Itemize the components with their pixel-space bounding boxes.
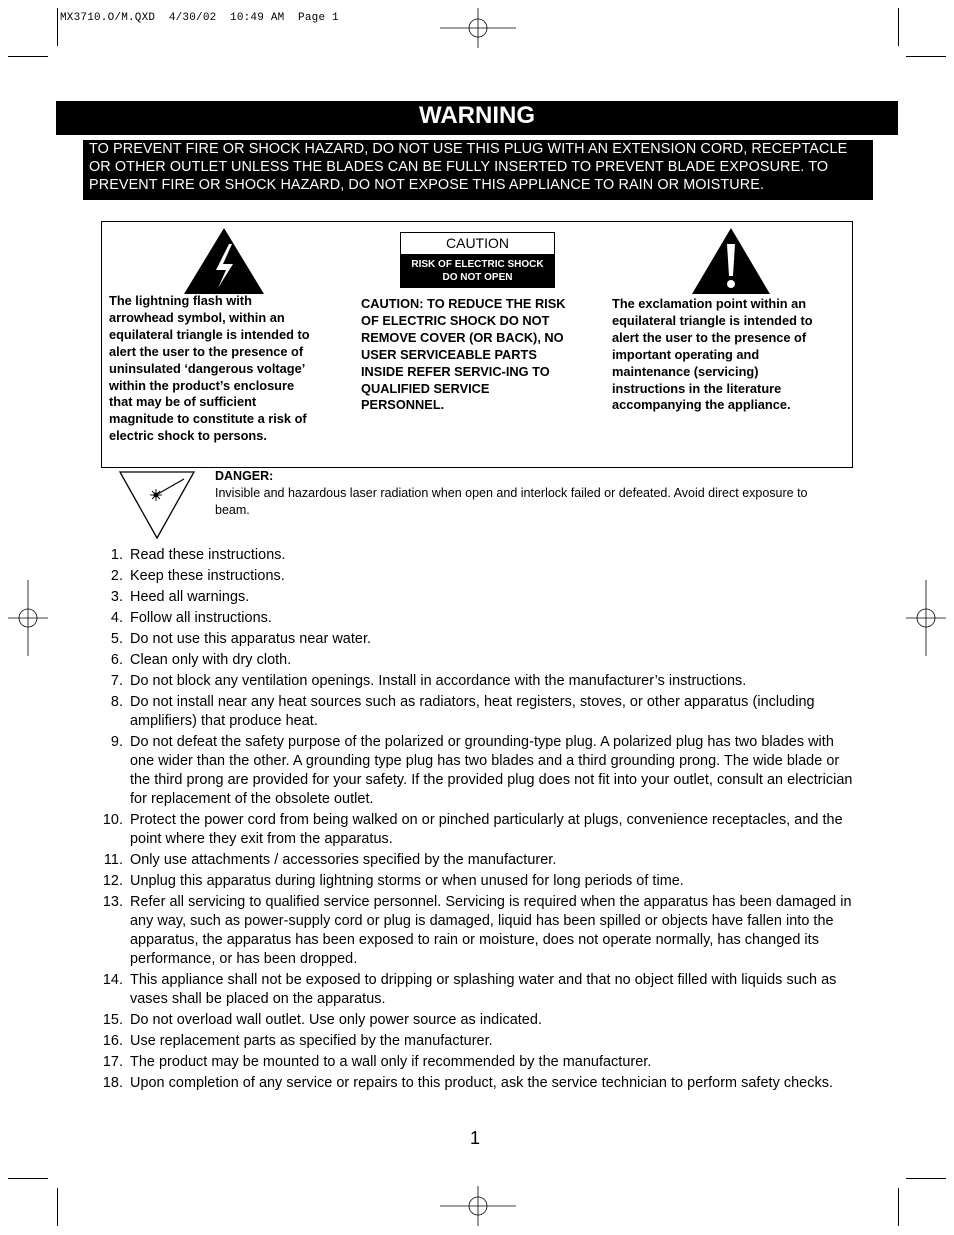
lightning-triangle-icon — [182, 226, 266, 296]
instruction-text: Protect the power cord from being walked on or pinched particularly at plugs, convenience receptacles, and the point where they exit from the apparatus. — [130, 812, 843, 847]
crop-mark — [898, 1188, 899, 1226]
warning-text: TO PREVENT FIRE OR SHOCK HAZARD, DO NOT USE THIS PLUG WITH AN EXTENSION CORD, RECEPTACLE OR OTHER OUTLET UNLESS THE BLADES CAN BE FULLY INSERTED TO PREVENT BLADE EXPOSURE. TO PREVENT FIRE OR SHOCK HAZARD, DO NOT EXPOSE THIS APPLIANCE TO RAIN OR MOISTURE. — [83, 140, 873, 200]
danger-text: Invisible and hazardous laser radiation when open and interlock failed or defeated. Avoid direct exposure to beam. — [215, 486, 808, 517]
instruction-item — [97, 872, 857, 891]
instruction-item — [97, 1032, 857, 1051]
instruction-item — [97, 1074, 857, 1093]
instruction-text: Only use attachments / accessories specified by the manufacturer. — [130, 852, 557, 868]
instruction-number: 4. — [110, 610, 123, 626]
instruction-number: 15. — [102, 1012, 123, 1028]
instruction-item — [97, 811, 857, 849]
crop-mark — [906, 1178, 946, 1179]
instruction-item — [97, 971, 857, 1009]
registration-mark-top — [440, 8, 516, 48]
instruction-number: 11. — [103, 852, 123, 868]
crop-mark — [898, 8, 899, 46]
crop-mark — [57, 8, 58, 46]
instruction-text: Heed all warnings. — [130, 589, 250, 605]
instruction-item — [97, 693, 857, 731]
instruction-text: Refer all servicing to qualified service personnel. Servicing is required when the apparatus has been damaged in any way, such as power-supply cord or plug is damaged, liquid has been spilled or objects have fallen into the apparatus, the apparatus has been exposed to rain or moisture, does not operate normally, has changed its performance, or has been dropped. — [130, 894, 852, 967]
instruction-text: This appliance shall not be exposed to dripping or splashing water and that no object filled with liquids such as vases shall be placed on the apparatus. — [130, 972, 837, 1007]
instruction-number: 1. — [110, 547, 123, 563]
safety-instructions-list — [97, 546, 857, 1095]
instruction-text: Unplug this apparatus during lightning storms or when unused for long periods of time. — [130, 873, 684, 889]
caution-shock-line2: DO NOT OPEN — [442, 272, 513, 283]
instruction-number: 9. — [110, 734, 123, 750]
danger-title: DANGER: — [215, 469, 274, 483]
instruction-number: 3. — [110, 589, 123, 605]
instruction-item — [97, 733, 857, 809]
laser-warning-icon — [118, 470, 196, 540]
crop-mark — [8, 56, 48, 57]
instruction-text: Do not defeat the safety purpose of the polarized or grounding-type plug. A polarized plug has two blades with one wider than the other. A grounding type plug has two blades and a third grounding prong. The wide blade or the third prong are provided for your safety. If the provided plug does not fit into your outlet, consult an electrician for replacement of the obsolete outlet. — [130, 734, 853, 807]
instruction-number: 2. — [110, 568, 123, 584]
instruction-item — [97, 546, 857, 565]
instruction-item — [97, 1053, 857, 1072]
caution-shock-line1: RISK OF ELECTRIC SHOCK — [411, 259, 544, 270]
crop-mark — [906, 56, 946, 57]
instruction-number: 5. — [110, 631, 123, 647]
instruction-text: Keep these instructions. — [130, 568, 285, 584]
instruction-number: 12. — [102, 873, 123, 889]
exclamation-description: The exclamation point within an equilateral triangle is intended to alert the user to the presence of important operating and maintenance (servicing) instructions in the literature accompanying the appliance. — [612, 296, 813, 413]
instruction-text: Follow all instructions. — [130, 610, 272, 626]
crop-mark — [8, 1178, 48, 1179]
instruction-text: Do not block any ventilation openings. Install in accordance with the manufacturer’s instructions. — [130, 673, 747, 689]
instruction-text: Do not use this apparatus near water. — [130, 631, 372, 647]
caution-label: CAUTION — [400, 232, 555, 255]
registration-mark-left — [8, 580, 48, 656]
instruction-number: 18. — [102, 1075, 123, 1091]
instruction-item — [97, 567, 857, 586]
instruction-item — [97, 588, 857, 607]
instruction-text: Do not install near any heat sources such as radiators, heat registers, stoves, or other apparatus (including amplifiers) that produce heat. — [130, 694, 815, 729]
instruction-number: 14. — [102, 972, 123, 988]
lightning-description: The lightning flash with arrowhead symbol, within an equilateral triangle is intended to alert the user to the presence of uninsulated ‘dangerous voltage’ within the product’s enclosure that may be of sufficient magnitude to constitute a risk of electric shock to persons. — [109, 293, 310, 444]
instruction-number: 16. — [102, 1033, 123, 1049]
exclamation-triangle-icon — [690, 226, 772, 296]
instruction-item — [97, 851, 857, 870]
instruction-number: 7. — [110, 673, 123, 689]
warning-title: WARNING — [56, 101, 898, 135]
registration-mark-right — [906, 580, 946, 656]
instruction-text: The product may be mounted to a wall only if recommended by the manufacturer. — [130, 1054, 652, 1070]
caution-shock-label — [400, 254, 555, 288]
instruction-text: Use replacement parts as specified by the manufacturer. — [130, 1033, 493, 1049]
instruction-text: Clean only with dry cloth. — [130, 652, 292, 668]
file-slug: MX3710.O/M.QXD 4/30/02 10:49 AM Page 1 — [60, 12, 339, 24]
instruction-number: 17. — [102, 1054, 123, 1070]
instruction-text: Read these instructions. — [130, 547, 286, 563]
instruction-number: 13. — [102, 894, 123, 910]
page-number: 1 — [470, 1128, 481, 1148]
registration-mark-bottom — [440, 1186, 516, 1226]
caution-description: CAUTION: TO REDUCE THE RISK OF ELECTRIC SHOCK DO NOT REMOVE COVER (OR BACK), NO USER SERVICEABLE PARTS INSIDE REFER SERVIC-ING TO QUALIFIED SERVICE PERSONNEL. — [361, 296, 566, 413]
instruction-item — [97, 609, 857, 628]
instruction-number: 10. — [102, 812, 123, 828]
instruction-item — [97, 1011, 857, 1030]
instruction-item — [97, 651, 857, 670]
crop-mark — [57, 1188, 58, 1226]
instruction-item — [97, 630, 857, 649]
instruction-text: Upon completion of any service or repairs to this product, ask the service technician to perform safety checks. — [130, 1075, 834, 1091]
instruction-item — [97, 893, 857, 969]
instruction-item — [97, 672, 857, 691]
instruction-number: 6. — [110, 652, 123, 668]
instruction-text: Do not overload wall outlet. Use only power source as indicated. — [130, 1012, 542, 1028]
instruction-number: 8. — [110, 694, 123, 710]
